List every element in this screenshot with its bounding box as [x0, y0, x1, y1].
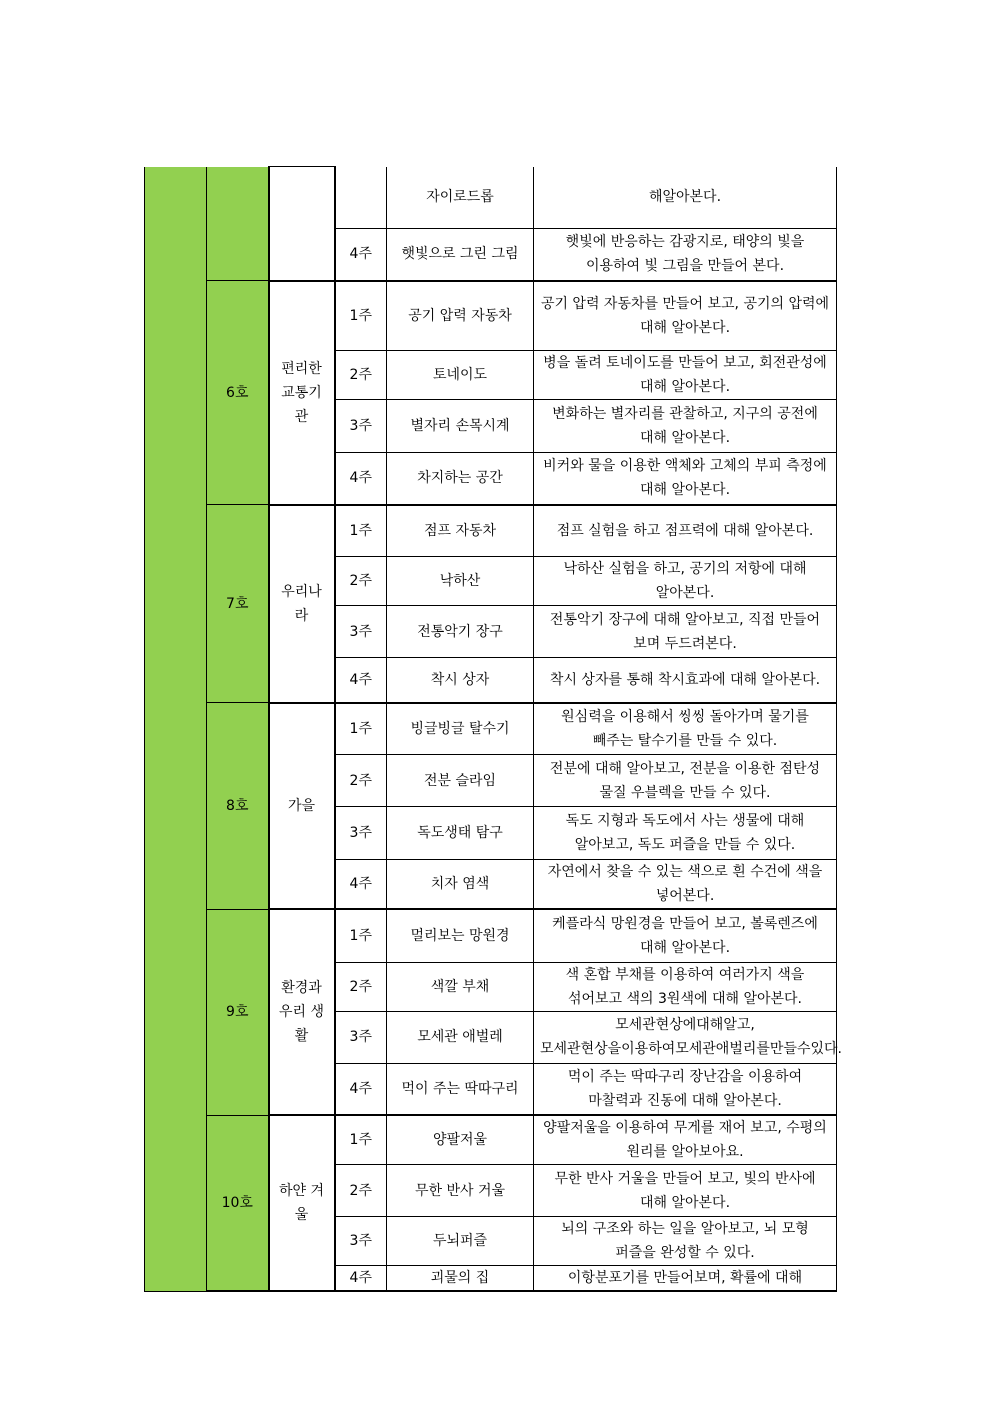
week-cell: 2주 — [335, 557, 387, 606]
title-cell: 자이로드롭 — [387, 167, 534, 229]
week-cell: 2주 — [335, 1165, 387, 1217]
title-cell: 두뇌퍼즐 — [387, 1217, 534, 1266]
title-cell: 빙글빙글 탈수기 — [387, 703, 534, 755]
description-cell: 점프 실험을 하고 점프력에 대해 알아본다. — [534, 505, 837, 557]
description-cell: 먹이 주는 딱따구리 장난감을 이용하여 마찰력과 진동에 대해 알아본다. — [534, 1063, 837, 1115]
topic-cell: 편리한 교통기관 — [269, 281, 335, 505]
week-cell — [335, 167, 387, 229]
week-cell: 4주 — [335, 1266, 387, 1292]
week-cell: 3주 — [335, 807, 387, 860]
week-cell: 1주 — [335, 703, 387, 755]
week-cell: 3주 — [335, 1217, 387, 1266]
title-cell: 공기 압력 자동차 — [387, 281, 534, 351]
issue-cell: 8호 — [207, 703, 269, 910]
description-cell: 원심력을 이용해서 씽씽 돌아가며 물기를 빼주는 탈수기를 만들 수 있다. — [534, 703, 837, 755]
description-cell: 무한 반사 거울을 만들어 보고, 빛의 반사에 대해 알아본다. — [534, 1165, 837, 1217]
description-cell: 이항분포기를 만들어보며, 확률에 대해 — [534, 1266, 837, 1292]
title-cell: 별자리 손목시계 — [387, 400, 534, 453]
topic-cell: 환경과 우리 생활 — [269, 909, 335, 1115]
description-cell: 공기 압력 자동차를 만들어 보고, 공기의 압력에 대해 알아본다. — [534, 281, 837, 351]
week-cell: 3주 — [335, 606, 387, 658]
topic-cell: 가을 — [269, 703, 335, 910]
week-cell: 4주 — [335, 1063, 387, 1115]
week-cell: 2주 — [335, 755, 387, 807]
description-cell: 뇌의 구조와 하는 일을 알아보고, 뇌 모형 퍼즐을 완성할 수 있다. — [534, 1217, 837, 1266]
issue-cell: 10호 — [207, 1115, 269, 1291]
title-cell: 멀리보는 망원경 — [387, 909, 534, 962]
title-cell: 전분 슬라임 — [387, 755, 534, 807]
title-cell: 먹이 주는 딱따구리 — [387, 1063, 534, 1115]
week-cell: 4주 — [335, 860, 387, 910]
week-cell: 4주 — [335, 658, 387, 703]
week-cell: 2주 — [335, 962, 387, 1011]
description-cell: 햇빛에 반응하는 감광지로, 태양의 빛을 이용하여 빛 그림을 만들어 본다. — [534, 229, 837, 281]
description-cell: 양팔저울을 이용하여 무게를 재어 보고, 수평의 원리를 알아보아요. — [534, 1115, 837, 1165]
description-cell: 해알아본다. — [534, 167, 837, 229]
week-cell: 4주 — [335, 229, 387, 281]
title-cell: 양팔저울 — [387, 1115, 534, 1165]
curriculum-table — [144, 166, 842, 1292]
issue-cell: 9호 — [207, 909, 269, 1115]
description-cell: 독도 지형과 독도에서 사는 생물에 대해 알아보고, 독도 퍼즐을 만들 수 있다. — [534, 807, 837, 860]
week-cell: 4주 — [335, 453, 387, 505]
title-cell: 낙하산 — [387, 557, 534, 606]
issue-cell: 6호 — [207, 281, 269, 505]
description-cell: 낙하산 실험을 하고, 공기의 저항에 대해 알아본다. — [534, 557, 837, 606]
title-cell: 치자 염색 — [387, 860, 534, 910]
description-cell: 모세관현상에대해알고,모세관현상을이용하여모세관애벌리를만들수있다. — [534, 1011, 837, 1063]
week-cell: 1주 — [335, 505, 387, 557]
issue-cell — [207, 167, 269, 281]
week-cell: 1주 — [335, 1115, 387, 1165]
topic-cell: 하얀 겨울 — [269, 1115, 335, 1291]
title-cell: 모세관 애벌레 — [387, 1011, 534, 1063]
side-color-column — [145, 167, 207, 1292]
issue-cell: 7호 — [207, 505, 269, 703]
week-cell: 3주 — [335, 1011, 387, 1063]
description-cell: 착시 상자를 통해 착시효과에 대해 알아본다. — [534, 658, 837, 703]
title-cell: 독도생태 탐구 — [387, 807, 534, 860]
week-cell: 2주 — [335, 351, 387, 400]
title-cell: 괴물의 집 — [387, 1266, 534, 1292]
description-cell: 비커와 물을 이용한 액체와 고체의 부피 측정에 대해 알아본다. — [534, 453, 837, 505]
week-cell: 1주 — [335, 909, 387, 962]
title-cell: 색깔 부채 — [387, 962, 534, 1011]
week-cell: 3주 — [335, 400, 387, 453]
description-cell: 전통악기 장구에 대해 알아보고, 직접 만들어 보며 두드려본다. — [534, 606, 837, 658]
description-cell: 전분에 대해 알아보고, 전분을 이용한 점탄성 물질 우블렉을 만들 수 있다. — [534, 755, 837, 807]
title-cell: 무한 반사 거울 — [387, 1165, 534, 1217]
description-cell: 병을 돌려 토네이도를 만들어 보고, 회전관성에 대해 알아본다. — [534, 351, 837, 400]
title-cell: 토네이도 — [387, 351, 534, 400]
topic-cell — [269, 167, 335, 281]
description-cell: 변화하는 별자리를 관찰하고, 지구의 공전에 대해 알아본다. — [534, 400, 837, 453]
title-cell: 전통악기 장구 — [387, 606, 534, 658]
description-cell: 색 혼합 부채를 이용하여 여러가지 색을 섞어보고 색의 3원색에 대해 알아본다. — [534, 962, 837, 1011]
title-cell: 차지하는 공간 — [387, 453, 534, 505]
description-cell: 케플라식 망원경을 만들어 보고, 볼록렌즈에 대해 알아본다. — [534, 909, 837, 962]
title-cell: 햇빛으로 그린 그림 — [387, 229, 534, 281]
week-cell: 1주 — [335, 281, 387, 351]
description-cell: 자연에서 찾을 수 있는 색으로 흰 수건에 색을 넣어본다. — [534, 860, 837, 910]
title-cell: 점프 자동차 — [387, 505, 534, 557]
title-cell: 착시 상자 — [387, 658, 534, 703]
topic-cell: 우리나라 — [269, 505, 335, 703]
